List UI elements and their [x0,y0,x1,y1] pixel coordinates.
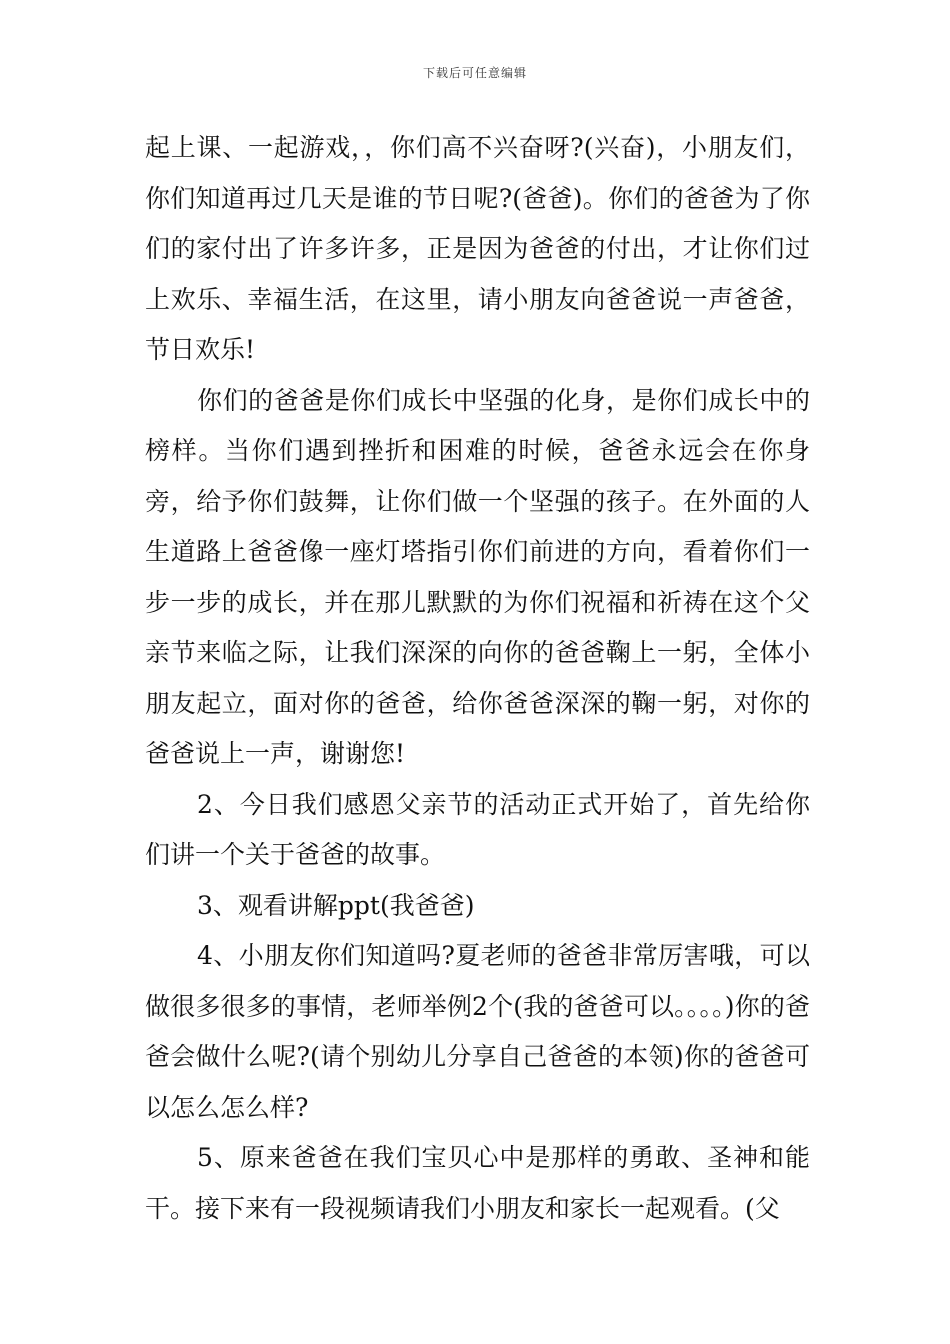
paragraph-2: 你们的爸爸是你们成长中坚强的化身，是你们成长中的榜样。当你们遇到挫折和困难的时候，爸爸永远会在你身旁，给予你们鼓舞，让你们做一个坚强的孩子。在外面的人生道路上爸爸像一座灯塔指引你们前进的方向，看着你们一步一步的成长，并在那儿默默的为你们祝福和祈祷在这个父亲节来临之际，让我们深深的向你的爸爸鞠上一躬，全体小朋友起立，面对你的爸爸，给你爸爸深深的鞠一躬，对你的爸爸说上一声，谢谢您! [145,385,810,768]
paragraph-5: 4、小朋友你们知道吗?夏老师的爸爸非常厉害哦，可以做很多很多的事情，老师举例2个(我的爸爸可以。。。。)你的爸爸会做什么呢?(请个别幼儿分享自己爸爸的本领)你的爸爸可以怎么怎么样? [145,941,810,1122]
paragraph-3: 2、今日我们感恩父亲节的活动正式开始了，首先给你们讲一个关于爸爸的故事。 [145,789,810,869]
paragraph-6: 5、原来爸爸在我们宝贝心中是那样的勇敢、圣神和能干。接下来有一段视频请我们小朋友和家长一起观看。(父 [145,1143,810,1223]
document-body [145,123,810,1234]
paragraph-1: 起上课、一起游戏，，你们高不兴奋呀?(兴奋)，小朋友们，你们知道再过几天是谁的节日呢?(爸爸)。你们的爸爸为了你们的家付出了许多许多，正是因为爸爸的付出，才让你们过上欢乐、幸福生活，在这里，请小朋友向爸爸说一声爸爸，节日欢乐! [145,133,810,364]
page-header: 下载后可任意编辑 [422,66,527,80]
paragraph-4: 3、观看讲解ppt(我爸爸) [197,890,475,920]
